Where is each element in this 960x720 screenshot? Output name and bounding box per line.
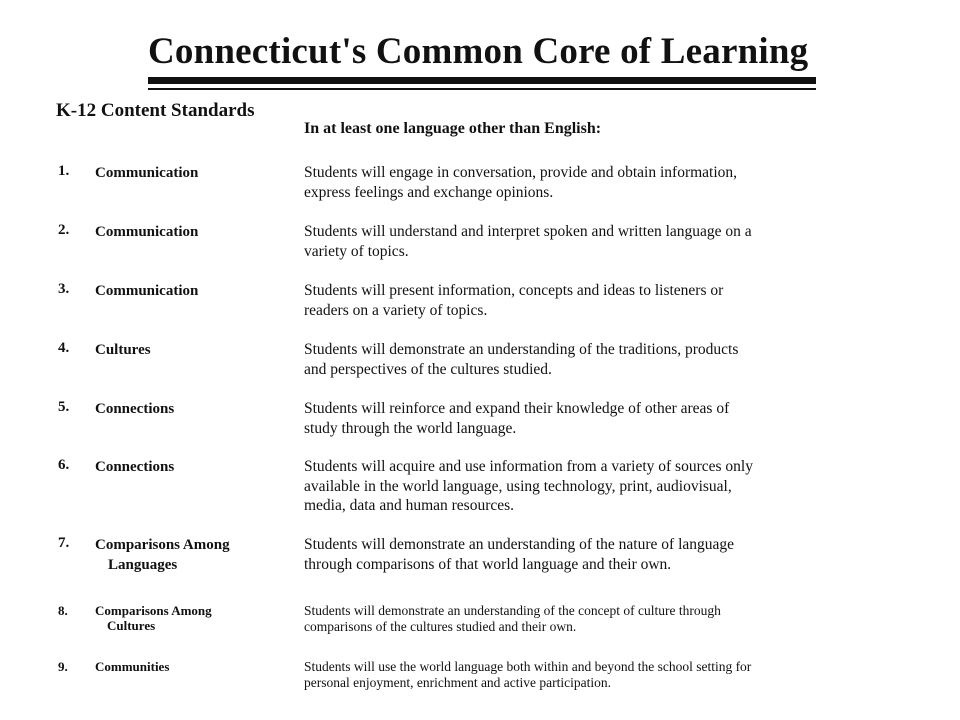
standard-category: Connections bbox=[95, 401, 175, 417]
standard-category: Communication bbox=[95, 165, 199, 181]
standard-category-line1: Comparisons Among bbox=[95, 537, 230, 553]
standard-description: Students will use the world language both within and beyond the school setting for personal enjoyment, enrichment and active participation. bbox=[304, 659, 752, 690]
standard-number: 3. bbox=[58, 281, 70, 297]
standard-category bbox=[95, 603, 212, 633]
standard-description: Students will demonstrate an understanding of the concept of culture through comparisons of the cultures studied and their own. bbox=[304, 603, 721, 634]
standard-category: Communication bbox=[95, 283, 199, 299]
standard-category: Connections bbox=[95, 459, 175, 475]
standard-description: Students will engage in conversation, provide and obtain information, express feelings and exchange opinions. bbox=[304, 164, 738, 201]
standard-category: Communication bbox=[95, 224, 199, 240]
standard-description: Students will demonstrate an understanding of the nature of language through comparisons of that world language and their own. bbox=[304, 536, 735, 573]
standard-description: Students will reinforce and expand their knowledge of other areas of study through the world language. bbox=[304, 400, 730, 437]
standard-number: 7. bbox=[58, 535, 70, 551]
document-title: Connecticut's Common Core of Learning bbox=[148, 31, 809, 72]
standard-category-line1: Comparisons Among bbox=[95, 603, 212, 618]
standard-category: Communities bbox=[95, 659, 170, 674]
standard-number: 4. bbox=[58, 340, 70, 356]
standard-description: Students will present information, concepts and ideas to listeners or readers on a variety of topics. bbox=[304, 282, 724, 319]
standard-number: 2. bbox=[58, 222, 70, 238]
standard-category-line2: Cultures bbox=[107, 618, 156, 633]
column-heading: In at least one language other than English: bbox=[304, 120, 602, 137]
standard-description: Students will understand and interpret spoken and written language on a variety of topics. bbox=[304, 223, 752, 260]
title-rule-thin bbox=[148, 88, 816, 90]
title-rule-thick bbox=[148, 77, 816, 84]
standard-category: Cultures bbox=[95, 342, 151, 358]
standard-number: 9. bbox=[58, 659, 68, 674]
standard-description: Students will acquire and use information from a variety of sources only available in the world language, using technology, print, audiovisual, media, data and human resources. bbox=[304, 458, 753, 514]
section-subtitle: K-12 Content Standards bbox=[56, 100, 255, 121]
standard-number: 1. bbox=[58, 163, 70, 179]
standard-category-line2: Languages bbox=[108, 557, 178, 573]
standard-number: 5. bbox=[58, 399, 70, 415]
standard-description: Students will demonstrate an understanding of the traditions, products and perspectives of the cultures studied. bbox=[304, 341, 739, 378]
standard-number: 8. bbox=[58, 603, 68, 618]
standard-category bbox=[95, 535, 230, 575]
standard-number: 6. bbox=[58, 457, 70, 473]
